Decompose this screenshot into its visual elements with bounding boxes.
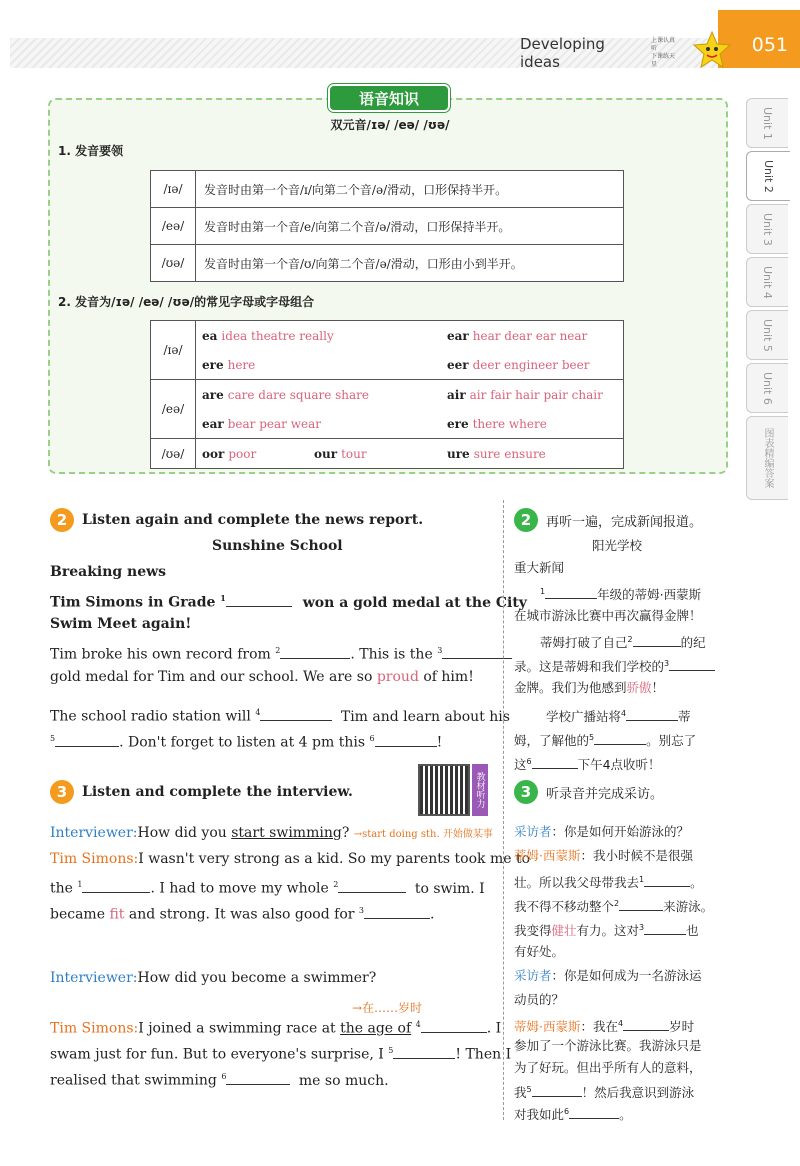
right-q1: 采访者：你是如何开始游泳的？ — [514, 824, 690, 839]
activity3-title: 3 Listen and complete the interview. — [50, 780, 353, 804]
qr-code-icon[interactable] — [418, 764, 470, 816]
news-line-1: Tim Simons in Grade $^1$ won a gold medal at the City — [50, 588, 527, 613]
section-pronunciation: 1. 发音要领 — [58, 144, 124, 158]
blank-field[interactable] — [569, 1103, 619, 1119]
activity-number-badge: 2 — [50, 508, 74, 532]
news-line-6: $^5$ . Don't forget to listen at 4 pm this $^6$ ! — [50, 729, 442, 753]
audio-tag: 教材听力 — [472, 764, 488, 816]
phoneme-cell: /ɪə/ — [151, 321, 196, 380]
table-row — [151, 380, 624, 439]
news-line-2: Swim Meet again! — [50, 616, 192, 632]
news-line-4: gold medal for Tim and our school. We are so proud of him! — [50, 669, 474, 685]
blank-field[interactable] — [55, 731, 119, 747]
combo-cell — [196, 439, 624, 469]
blank-field[interactable] — [226, 591, 292, 607]
right-activity3-title: 3 听录音并完成采访。 — [514, 780, 663, 804]
right-line-4: 录。这是蒂姆和我们学校的$^3$ — [514, 654, 715, 677]
right-t6: 蒂姆·西蒙斯：我在$^4$ 岁时 — [514, 1014, 694, 1037]
news-line-5: The school radio station will $^4$ Tim and learn about his — [50, 703, 510, 727]
right-t8: 为了好玩。但出乎所有人的意料， — [514, 1060, 702, 1075]
blank-field[interactable] — [375, 731, 437, 747]
section-letter-combos: 2. 发音为/ɪə/ /eə/ /ʊə/的常见字母或字母组合 — [58, 295, 315, 309]
blank-field[interactable] — [644, 919, 686, 935]
phrase-note: →start doing sth. 开始做某事 — [353, 829, 493, 840]
right-line-6: 学校广播站将$^4$ 蒂 — [546, 704, 691, 727]
blank-field[interactable] — [532, 1081, 582, 1097]
right-school: 阳光学校 — [592, 538, 643, 553]
page-number: 051 — [718, 10, 800, 68]
right-line-7: 姆，了解他的$^5$ 。别忘了 — [514, 728, 696, 751]
interview-q1: Interviewer:How did you start swimming? →start doing sth. 开始做某事 — [50, 825, 493, 841]
right-t10: 对我如此$^6$ 。 — [514, 1102, 632, 1125]
blank-field[interactable] — [545, 583, 597, 599]
blank-field[interactable] — [619, 895, 663, 911]
blank-field[interactable] — [364, 903, 430, 919]
right-q2a: 采访者：你是如何成为一名游泳运 — [514, 968, 702, 983]
right-line-5: 金牌。我们为他感到骄傲！ — [514, 680, 665, 695]
blank-field[interactable] — [633, 631, 681, 647]
right-t9: 我$^5$ ！然后我意识到游泳 — [514, 1080, 694, 1103]
right-t1: 蒂姆·西蒙斯：我小时候不是很强 — [514, 848, 693, 863]
combo-cell — [196, 380, 624, 439]
blank-field[interactable] — [626, 705, 678, 721]
combo-line: oor poor our tour ure sure ensure — [202, 446, 546, 461]
blank-field[interactable] — [669, 655, 715, 671]
header-slogan: 上课认真听 下课练天星 — [651, 37, 676, 68]
rule-cell: 发音时由第一个音/e/向第二个音/ə/滑动，口形保持半开。 — [196, 208, 624, 245]
star-mascot-icon — [692, 30, 732, 70]
phonetics-subtitle: 双元音/ɪə/ /eə/ /ʊə/ — [330, 118, 450, 132]
combo-line: ear bear pear wear ere there where — [202, 416, 547, 431]
pronunciation-rules-table — [150, 170, 624, 282]
blank-field[interactable] — [260, 705, 332, 721]
right-t3: 我不得不移动整个$^2$ 来游泳。 — [514, 894, 713, 917]
right-activity2-title: 2 再听一遍，完成新闻报道。 — [514, 508, 702, 532]
interview-a2-line1: Tim Simons:I joined a swimming race at the age of $^4$ . I — [50, 1015, 501, 1039]
interview-a2-line3: realised that swimming $^6$ me so much. — [50, 1067, 389, 1091]
blank-field[interactable] — [421, 1017, 487, 1033]
combo-line: are care dare square share air air fair hair pair chair — [202, 387, 603, 402]
phoneme-cell: /ɪə/ — [151, 171, 196, 208]
blank-field[interactable] — [226, 1069, 290, 1085]
tab-unit-3[interactable]: Unit 3 — [746, 204, 788, 254]
activity-number-badge: 3 — [50, 780, 74, 804]
right-line-2: 在城市游泳比赛中再次赢得金牌！ — [514, 608, 702, 623]
phoneme-cell: /ʊə/ — [151, 245, 196, 282]
interview-a1-line2: the $^1$ . I had to move my whole $^2$ to swim. I — [50, 875, 485, 899]
news-school: Sunshine School — [212, 538, 343, 554]
rule-cell: 发音时由第一个音/ʊ/向第二个音/ə/滑动，口形由小到半开。 — [196, 245, 624, 282]
age-note: →在……岁时 — [352, 1001, 423, 1015]
column-divider — [503, 500, 504, 1120]
letter-combos-table — [150, 320, 624, 469]
table-row — [151, 245, 624, 282]
tab-unit-1[interactable]: Unit 1 — [746, 98, 788, 148]
phoneme-cell: /eə/ — [151, 380, 196, 439]
blank-field[interactable] — [82, 877, 150, 893]
blank-field[interactable] — [442, 643, 512, 659]
activity-number-badge: 2 — [514, 508, 538, 532]
header-title-group — [520, 35, 680, 71]
right-t7: 参加了一个游泳比赛。我游泳只是 — [514, 1038, 702, 1053]
right-t4: 我变得健壮有力。这对$^3$ 也 — [514, 918, 699, 941]
tab-unit-6[interactable]: Unit 6 — [746, 363, 788, 413]
interview-a1-line3: became fit and strong. It was also good for $^3$ . — [50, 901, 434, 925]
phoneme-cell: /eə/ — [151, 208, 196, 245]
table-row — [151, 208, 624, 245]
table-row — [151, 439, 624, 469]
activity-number-badge: 3 — [514, 780, 538, 804]
combo-line: ere here eer deer engineer beer — [202, 357, 590, 372]
unit-tabs — [746, 98, 790, 503]
tab-answers[interactable]: 图表精编答案 — [746, 416, 788, 500]
rule-cell: 发音时由第一个音/ɪ/向第二个音/ə/滑动，口形保持半开。 — [196, 171, 624, 208]
blank-field[interactable] — [594, 729, 646, 745]
right-line-8: 这$^6$ 下午4点收听！ — [514, 752, 661, 775]
blank-field[interactable] — [623, 1015, 669, 1031]
right-line-1: $^1$ 年级的蒂姆·西蒙斯 — [540, 582, 701, 605]
news-breaking: Breaking news — [50, 564, 167, 580]
tab-unit-2[interactable]: Unit 2 — [746, 151, 790, 201]
interview-a2-line2: swam just for fun. But to everyone's surprise, I $^5$ ! Then I — [50, 1041, 511, 1065]
blank-field[interactable] — [644, 871, 690, 887]
phoneme-cell: /ʊə/ — [151, 439, 196, 469]
tab-unit-4[interactable]: Unit 4 — [746, 257, 788, 307]
right-t5: 有好处。 — [514, 944, 565, 959]
blank-field[interactable] — [338, 877, 406, 893]
news-line-3: Tim broke his own record from $^2$ . This is the $^3$ — [50, 641, 512, 665]
interview-q2: Interviewer:How did you become a swimmer? — [50, 970, 377, 986]
table-row — [151, 321, 624, 380]
right-t2: 壮。所以我父母带我去$^1$ 。 — [514, 870, 703, 893]
combo-cell — [196, 321, 624, 380]
tab-unit-5[interactable]: Unit 5 — [746, 310, 788, 360]
header-title: Developing ideas — [520, 35, 605, 71]
table-row — [151, 171, 624, 208]
blank-field[interactable] — [532, 753, 578, 769]
right-breaking: 重大新闻 — [514, 560, 565, 575]
interview-a1-line1: Tim Simons:I wasn't very strong as a kid. So my parents took me to — [50, 851, 531, 867]
phonetics-tag: 语音知识 — [330, 86, 448, 110]
activity2-title: 2 Listen again and complete the news report. — [50, 508, 423, 532]
combo-line: ea idea theatre really ear hear dear ear near — [202, 328, 588, 343]
blank-field[interactable] — [280, 643, 350, 659]
right-line-3: 蒂姆打破了自己$^2$ 的纪 — [540, 630, 706, 653]
blank-field[interactable] — [393, 1043, 455, 1059]
right-q2b: 动员的？ — [514, 992, 565, 1007]
